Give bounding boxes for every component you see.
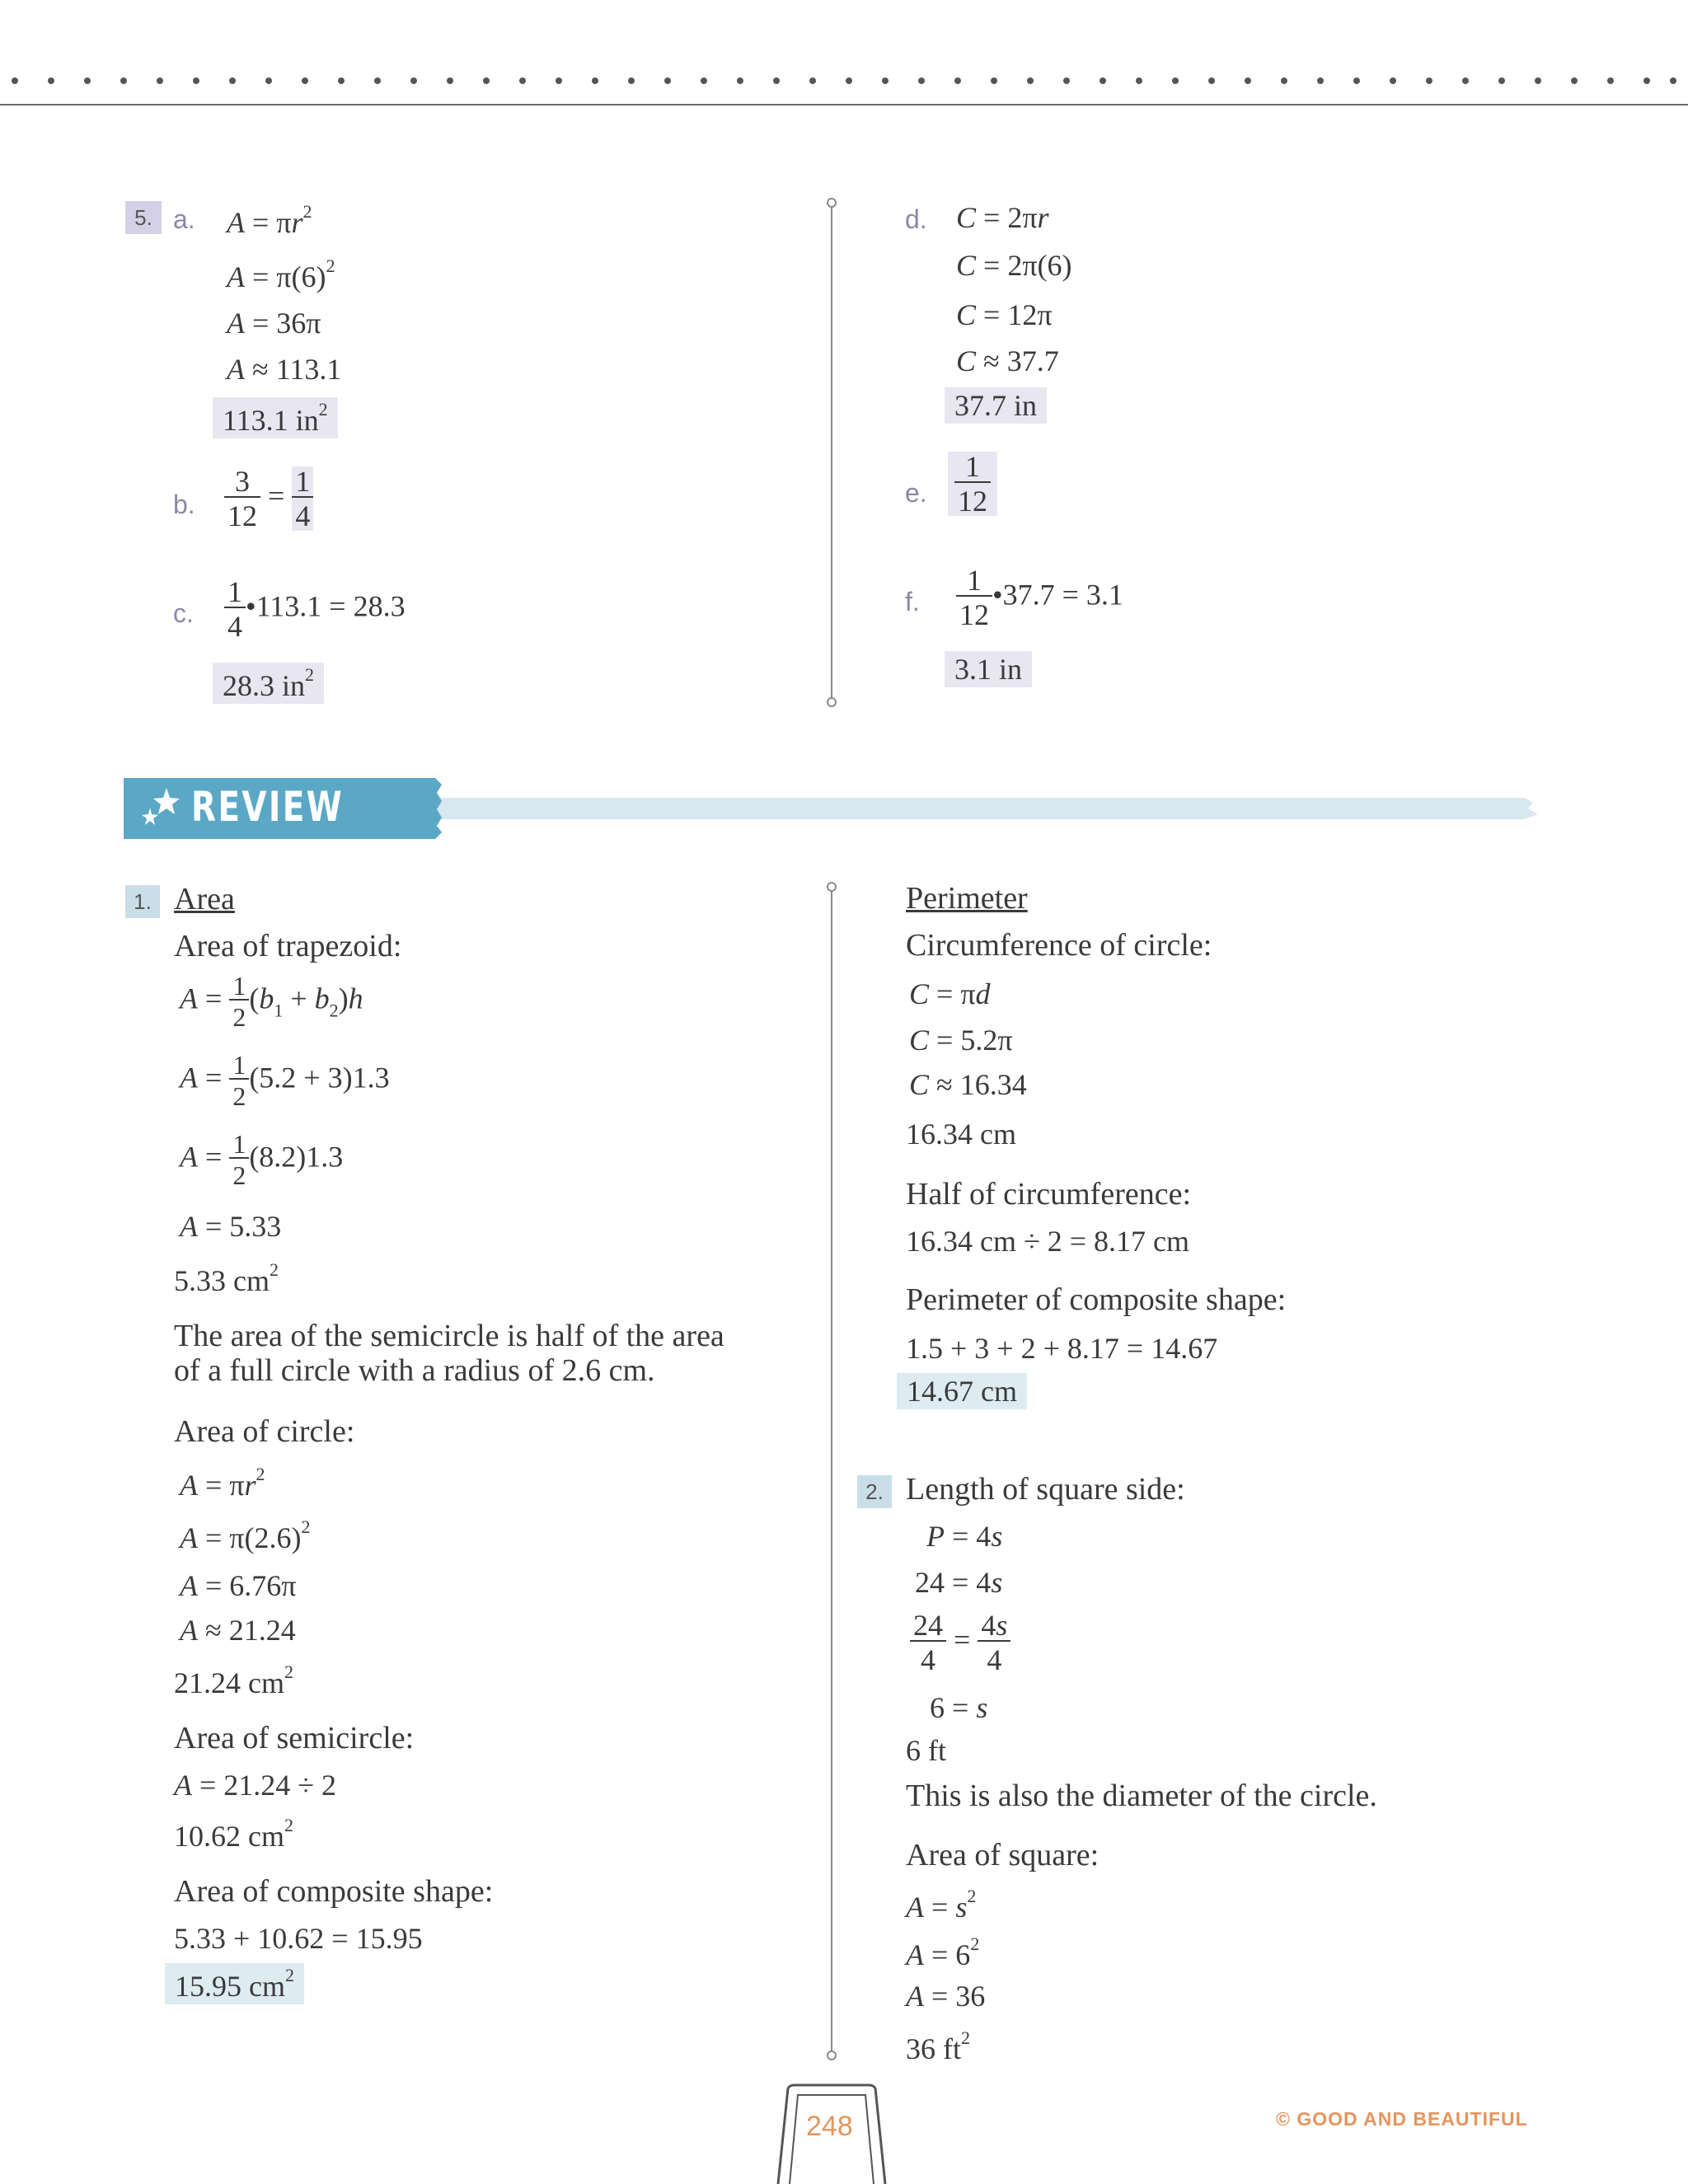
eq-5a-1: $A = \pi r^2$	[227, 201, 312, 239]
perimeter-heading: Perimeter	[906, 881, 1028, 916]
circ-result: 16.34 cm	[906, 1118, 1016, 1151]
area-circle-label: Area of circle:	[174, 1414, 355, 1449]
eq-composite-area: 5.33 + 10.62 = 15.95	[174, 1922, 423, 1955]
trap-result: 5.33 $cm^2$	[174, 1259, 279, 1297]
square-result: 36 $ft^2$	[906, 2027, 970, 2065]
eq-circ-2: C = 5.2π	[909, 1024, 1013, 1057]
part-d-label: d.	[905, 204, 927, 234]
eq-trap-1: A = $\frac{1}{2}$ $(b_1 + b_2)h$	[180, 971, 363, 1032]
area-square-label: Area of square:	[906, 1838, 1100, 1872]
eq-square-1: $A = s^2$	[906, 1886, 977, 1924]
diameter-note: This is also the diameter of the circle.	[906, 1779, 1377, 1813]
eq-circle-4: A ≈ 21.24	[180, 1614, 296, 1647]
eq-semicircle: A = 21.24 ÷ 2	[174, 1769, 337, 1802]
eq-side-2: 24 = 4s	[915, 1566, 1003, 1599]
review-banner-stripe	[437, 796, 1541, 821]
part-b-label: b.	[173, 490, 195, 519]
circumference-label: Circumference of circle:	[906, 928, 1212, 963]
eq-5a-4: A ≈ 113.1	[227, 353, 342, 386]
stars-icon	[137, 786, 183, 831]
eq-side-4: 6 = s	[930, 1691, 988, 1724]
header-rule	[0, 104, 1688, 105]
eq-square-2: $A = 6^2$	[906, 1933, 980, 1971]
part-c-label: c.	[173, 598, 194, 628]
eq-half-circ: 16.34 cm ÷ 2 = 8.17 cm	[906, 1225, 1190, 1258]
answer-5a: 113.1 $in^2$	[213, 397, 338, 438]
problem-2-badge: 2.	[857, 1475, 892, 1508]
eq-5d-1: C = 2πr	[956, 201, 1049, 234]
answer-5d: 37.7 in	[945, 387, 1047, 424]
eq-5d-4: C ≈ 37.7	[956, 344, 1059, 377]
column-divider	[831, 206, 832, 699]
perimeter-composite-label: Perimeter of composite shape:	[906, 1282, 1287, 1317]
length-side-label: Length of square side:	[906, 1472, 1185, 1507]
dotted-border	[0, 73, 1688, 97]
eq-side-1: P = 4s	[926, 1520, 1003, 1553]
part-a-label: a.	[173, 204, 195, 234]
area-composite-label: Area of composite shape:	[174, 1874, 494, 1909]
problem-1-badge: 1.	[125, 885, 160, 918]
eq-5c: $\frac{1}{4}$ •113.1 = 28.3	[224, 577, 406, 641]
side-result: 6 ft	[906, 1734, 946, 1767]
circle-result: 21.24 $cm^2$	[174, 1661, 293, 1699]
answer-perimeter: 14.67 cm	[897, 1373, 1027, 1409]
answer-area: 15.95 $cm^2$	[165, 1963, 304, 2004]
eq-square-3: A = 36	[906, 1980, 986, 2013]
eq-5e: $\frac{1}{12}$	[948, 452, 997, 516]
eq-perimeter: 1.5 + 3 + 2 + 8.17 = 14.67	[906, 1332, 1218, 1365]
answer-5f: 3.1 in	[945, 651, 1032, 687]
eq-5d-3: C = 12π	[956, 298, 1053, 331]
copyright: © GOOD AND BEAUTIFUL	[1276, 2108, 1528, 2130]
area-semicircle-label: Area of semicircle:	[174, 1721, 415, 1755]
eq-5d-2: C = 2π(6)	[956, 249, 1072, 282]
eq-trap-4: A = 5.33	[180, 1210, 282, 1243]
problem-5-badge: 5.	[125, 201, 162, 234]
area-trapezoid-label: Area of trapezoid:	[174, 929, 402, 963]
answer-5c: 28.3 $in^2$	[213, 663, 324, 704]
part-f-label: f.	[905, 587, 920, 616]
eq-circle-3: A = 6.76π	[180, 1569, 297, 1602]
page-number: 248	[806, 2111, 853, 2142]
eq-5a-2: $A = \pi(6)^2$	[227, 255, 335, 293]
eq-5f: $\frac{1}{12}$ •37.7 = 3.1	[956, 565, 1123, 630]
eq-circ-1: C = πd	[909, 977, 991, 1010]
eq-5b: $\frac{3}{12}$ = $\frac{1}{4}$	[224, 466, 313, 531]
eq-circ-3: C ≈ 16.34	[909, 1068, 1027, 1101]
half-circumference-label: Half of circumference:	[906, 1177, 1192, 1212]
divider-bottom-dot	[827, 697, 837, 707]
area-heading: Area	[174, 882, 235, 916]
semicircle-note-line-1: The area of the semicircle is half of the area	[174, 1319, 724, 1353]
eq-circle-1: $A = \pi r^2$	[180, 1464, 265, 1502]
divider-2-bottom-dot	[827, 2050, 837, 2060]
review-title: REVIEW	[191, 783, 345, 831]
eq-side-3: $\frac{24}{4}$ = $\frac{4s}{4}$	[910, 1610, 1010, 1675]
semicircle-result: 10.62 $cm^2$	[174, 1815, 293, 1853]
semicircle-note-line-2: of a full circle with a radius of 2.6 cm.	[174, 1353, 655, 1388]
eq-circle-2: $A = \pi(2.6)^2$	[180, 1516, 311, 1554]
part-e-label: e.	[905, 478, 927, 508]
eq-trap-2: A = $\frac{1}{2}$ (5.2 + 3)1.3	[180, 1050, 390, 1111]
eq-5a-3: A = 36π	[227, 307, 321, 340]
eq-trap-3: A = $\frac{1}{2}$ (8.2)1.3	[180, 1129, 344, 1190]
column-divider-2	[831, 890, 832, 2052]
